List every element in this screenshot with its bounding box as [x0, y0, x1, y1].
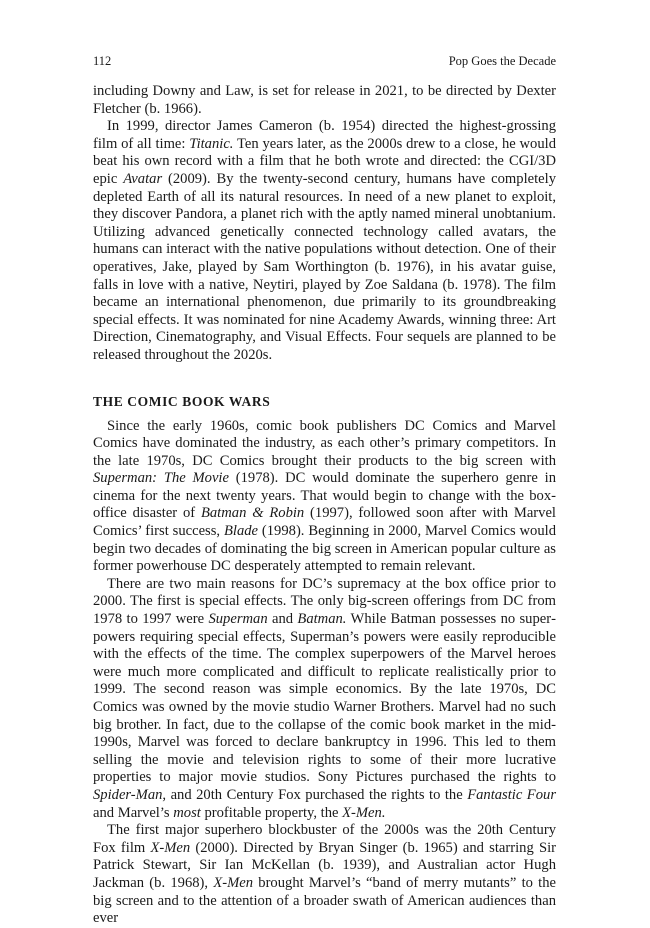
text-run: and Marvel’s [93, 804, 174, 821]
italic-title: Fantastic Four [467, 786, 556, 803]
paragraph [93, 576, 556, 822]
italic-title: X-Men [150, 839, 191, 856]
paragraph [93, 83, 556, 118]
body-text [93, 83, 556, 928]
text-run: (1997), followed soon after with Marvel Comics’ first success, [93, 505, 556, 540]
italic-title: Titanic. [189, 135, 234, 152]
italic-title: Batman & Robin [200, 505, 305, 522]
text-run: There are two main reasons for DC’s supremacy at the box office prior to 2000. The first is special effects. The only big-screen offerings from DC from 1978 to 1997 were [93, 575, 556, 628]
text-run: (2000). Directed by Bryan Singer (b. 1965) and starring Sir Patrick Stewart, Sir Ian McKellan (b. 1939), and Australian actor Hugh Jackman (b. 1968), [93, 839, 557, 891]
text-run: including Downy and Law, is set for release in 2021, to be directed by Dexter Fletcher (b. 1966). [93, 83, 556, 117]
italic-title: Spider-Man, [93, 786, 167, 803]
italic-title: X-Men. [342, 804, 386, 821]
book-page [93, 54, 556, 928]
italic-title: X-Men [213, 874, 254, 891]
italic-title: Batman. [297, 611, 347, 628]
paragraph [93, 118, 556, 364]
running-head [93, 54, 556, 69]
text-run: In 1999, director James Cameron (b. 1954) directed the highest-grossing film of all time: [93, 118, 556, 152]
text-run: (2009). By the twenty-second century, humans have completely depleted Earth of all its natural resources. In need of a new planet to exploit, they discover Pandora, a planet rich with the aptly named mineral unobtanium. Utilizing advanced genetically connected technology called avatars, the humans can interact with the native populations without detection. One of their operatives, Jake, played by Sam Worthington (b. 1976), in his avatar guise, falls in love with a native, Neytiri, played by Zoe Saldana (b. 1978). The film became an international phenomenon, due primarily to its groundbreaking special effects. It was nominated for nine Academy Awards, winning three: Art Direction, Cinematography, and Visual Effects. Four sequels are planned to be released throughout the 2020s. [93, 170, 556, 363]
paragraph [93, 822, 556, 928]
text-run: While Batman possesses no superpowers requiring special effects, Superman’s powers were easily reproducible with the effects of the time. The complex superpowers of the Marvel heroes were much more complicated and difficult to replicate realistically prior to 1999. The second reason was simple economics. By the late 1970s, DC Comics was owned by the movie studio Warner Brothers. Marvel had no such big brother. In fact, due to the collapse of the comic book market in the mid-1990s, Marvel was forced to declare bankruptcy in 1996. This led to them selling the movie and television rights to some of their more lucrative properties to major movie studios. Sony Pictures purchased the rights to [93, 611, 556, 786]
italic-title: Blade [223, 523, 259, 540]
text-run: (1998). Beginning in 2000, Marvel Comics would begin two decades of dominating the big screen in American popular culture as former powerhouse DC desperately attempted to remain relevant. [93, 523, 556, 575]
text-run: profitable property, the [200, 804, 343, 821]
page-number: 112 [93, 54, 112, 68]
paragraph [93, 418, 556, 576]
text-run: The first major superhero blockbuster of the 2000s was the 20th Century Fox film [93, 822, 556, 856]
text-run: and 20th Century Fox purchased the rights to the [166, 786, 468, 803]
italic-title: Avatar [123, 170, 163, 187]
text-run: and [267, 611, 298, 628]
text-run: (1978). DC would dominate the superhero genre in cinema for the next twenty years. That would begin to change with the box-office disaster of [93, 470, 556, 522]
italic-title: Superman: The Movie [93, 470, 229, 487]
text-run: Ten years later, as the 2000s drew to a close, he would beat his own record with a film that he both wrote and directed: the CGI/3D epic [93, 135, 556, 187]
paragraphs-after [93, 418, 556, 928]
section-heading: THE COMIC BOOK WARS [93, 393, 271, 409]
paragraphs-before [93, 83, 556, 365]
italic-title: Superman [208, 611, 268, 628]
text-run: brought Marvel’s “band of merry mutants” to the big screen and to the attention of a broader swath of American audiences than ever [93, 874, 556, 927]
italic-title: most [173, 804, 201, 821]
text-run: Since the early 1960s, comic book publishers DC Comics and Marvel Comics have dominated the industry, as each other’s primary competitors. In the late 1970s, DC Comics brought their products to the big screen with [93, 417, 556, 469]
running-title: Pop Goes the Decade [448, 54, 556, 68]
